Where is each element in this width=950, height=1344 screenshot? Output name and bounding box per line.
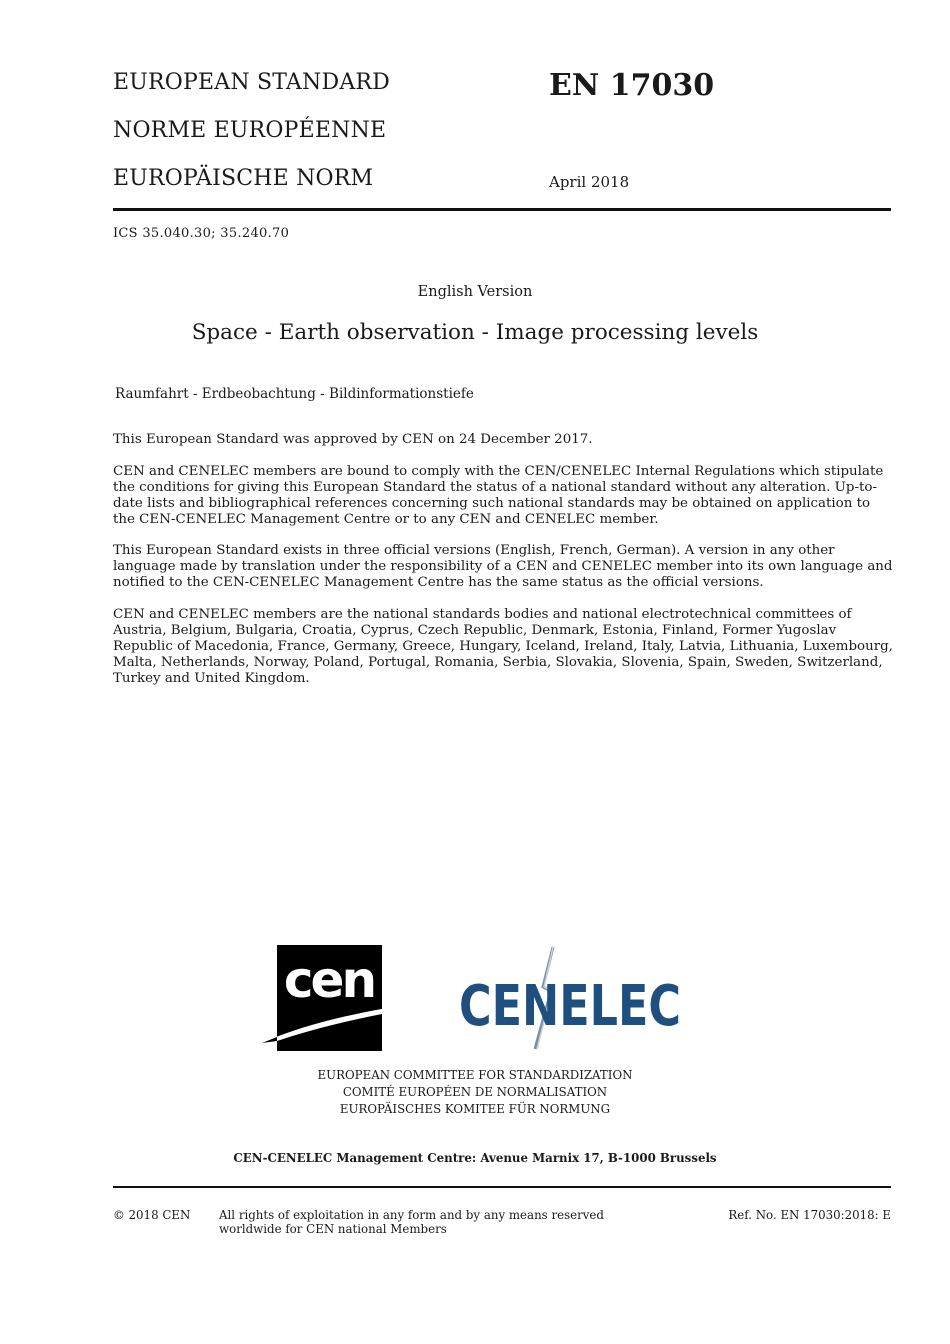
heading-europaische-norm: EUROPÄISCHE NORM: [113, 166, 374, 191]
ics-codes: ICS 35.040.30; 35.240.70: [113, 226, 290, 241]
versions-paragraph: This European Standard exists in three official versions (English, French, German). A version in any other language made by translation under the responsibility of a CEN and CENELEC member into its own language and notified to the CEN-CENELEC Management Centre has the same status as the official versions.: [113, 543, 893, 590]
committee-de: EUROPÄISCHES KOMITEE FÜR NORMUNG: [339, 1102, 611, 1116]
rights-line-2: worldwide for CEN national Members: [219, 1222, 447, 1236]
reference-number: Ref. No. EN 17030:2018: E: [728, 1208, 891, 1222]
approval-paragraph: This European Standard was approved by CEN on 24 December 2017.: [113, 432, 593, 447]
cenelec-logo-text: CENELEC: [459, 974, 681, 1039]
header-divider: [113, 208, 891, 211]
committee-en: EUROPEAN COMMITTEE FOR STANDARDIZATION: [317, 1068, 633, 1082]
management-centre-address: CEN-CENELEC Management Centre: Avenue Marnix 17, B-1000 Brussels: [233, 1151, 717, 1165]
members-paragraph: CEN and CENELEC members are the national standards bodies and national electrotechnical committees of Austria, Belgium, Bulgaria, Croatia, Cyprus, Czech Republic, Denmark, Estonia, Finland, Former Yugoslav Republic of Macedonia, France, Germany, Greece, Hungary, Iceland, Ireland, Italy, Latvia, Lithuania, Luxembourg, Malta, Netherlands, Norway, Poland, Portugal, Romania, Serbia, Slovakia, Slovenia, Spain, Sweden, Switzerland, Turkey and United Kingdom.: [113, 607, 893, 686]
document-title: Space - Earth observation - Image processing levels: [191, 320, 759, 345]
cen-logo: [262, 945, 392, 1053]
cenelec-logo: [455, 945, 685, 1053]
heading-norme-europeenne: NORME EUROPÉENNE: [113, 118, 387, 143]
compliance-paragraph: CEN and CENELEC members are bound to comply with the CEN/CENELEC Internal Regulations which stipulate the conditions for giving this European Standard the status of a national standard without any alteration. Up-to-date lists and bibliographical references concerning such national standards may be obtained on application to the CEN-CENELEC Management Centre or to any CEN and CENELEC member.: [113, 464, 884, 527]
committee-fr: COMITÉ EUROPÉEN DE NORMALISATION: [342, 1085, 608, 1099]
standard-number: EN 17030: [549, 68, 715, 103]
publication-date: April 2018: [549, 173, 630, 191]
cen-logo-text: cen: [283, 951, 375, 1009]
german-title: Raumfahrt - Erdbeobachtung - Bildinformationstiefe: [115, 386, 474, 402]
copyright: © 2018 CEN: [113, 1208, 191, 1222]
rights-line-1: All rights of exploitation in any form and by any means reserved: [219, 1208, 604, 1222]
footer-divider: [113, 1186, 891, 1188]
heading-european-standard: EUROPEAN STANDARD: [113, 70, 391, 95]
version-label: English Version: [417, 284, 533, 300]
